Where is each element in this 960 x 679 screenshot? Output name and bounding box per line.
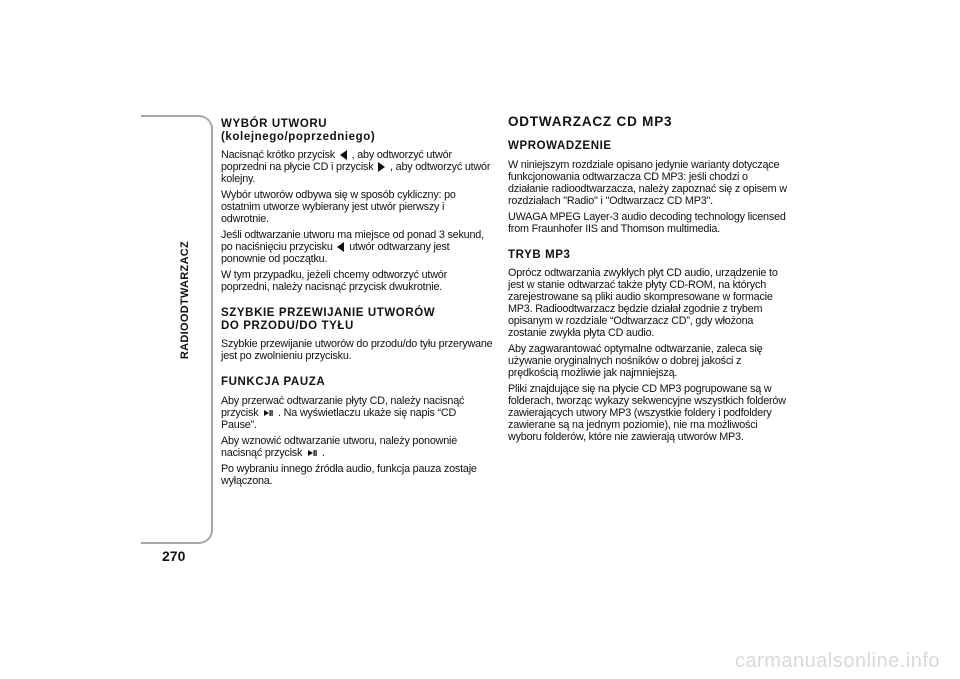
paragraph: W tym przypadku, jeżeli chcemy odtworzyć utwór poprzedni, należy nacisnąć przycisk dwukrotnie. [221, 269, 448, 293]
heading-pause: FUNKCJA PAUZA [221, 376, 326, 388]
heading-introduction: WPROWADZENIE [508, 140, 612, 152]
paragraph: Po wybraniu innego źródła audio, funkcja pauza zostaje wyłączona. [221, 462, 477, 487]
paragraph: Szybkie przewijanie utworów do przodu/do tyłu przerywane jest po zwolnieniu przycisku. [221, 338, 493, 362]
page-number: 270 [162, 548, 186, 564]
next-track-icon [378, 162, 385, 172]
prev-track-icon [337, 242, 344, 252]
left-column [221, 118, 493, 491]
watermark: carmanualsonline.info [734, 650, 940, 672]
paragraph: W niniejszym rozdziale opisano jedynie warianty dotyczące funkcjonowania odtwarzacza CD MP3: jeśli chodzi o działanie radioodtwarzacza, należy zapoznać się z opisem w rozdziałach "Radio" i "Odtwarzacz CD MP3". [508, 158, 787, 207]
heading-track-selection: WYBÓR UTWORU (kolejnego/poprzedniego) [221, 118, 376, 143]
section-label: RADIOODTWARZACZ [179, 240, 191, 360]
right-column [508, 114, 788, 447]
paragraph: Nacisnąć krótko przycisk , aby odtworzyć utwór poprzedni na płycie CD i przycisk , aby odtworzyć utwór kolejny. [221, 149, 491, 185]
pause-button-icon [307, 448, 317, 458]
page-side-frame [141, 115, 213, 544]
paragraph: Aby przerwać odtwarzanie płyty CD, należy nacisnąć przycisk . Na wyświetlaczu ukaże się napis “CD Pause”. [221, 394, 465, 431]
heading-fast-forward: SZYBKIE PRZEWIJANIE UTWORÓW DO PRZODU/DO TYŁU [221, 307, 436, 332]
paragraph: Jeśli odtwarzanie utworu ma miejsce od ponad 3 sekund, po naciśnięciu przycisku utwór odtwarzany jest ponownie od początku. [221, 229, 484, 265]
paragraph: Wybór utworów odbywa się w sposób cykliczny: po ostatnim utworze wybierany jest utwór pierwszy i odwrotnie. [221, 189, 456, 225]
section-title: ODTWARZACZ CD MP3 [508, 114, 673, 129]
heading-mp3-mode: TRYB MP3 [508, 248, 571, 261]
paragraph: Aby zagwarantować optymalne odtwarzanie, zaleca się używanie oryginalnych nośników o dobrej jakości z prędkością możliwie jak najmniejszą. [508, 343, 763, 379]
paragraph: Aby wznowić odtwarzanie utworu, należy ponownie nacisnąć przycisk . [221, 434, 458, 459]
paragraph: UWAGA MPEG Layer-3 audio decoding technology licensed from Fraunhofer IIS and Thomson multimedia. [508, 210, 786, 235]
paragraph: Pliki znajdujące się na płycie CD MP3 pogrupowane są w folderach, tworząc wykazy sekwencyjne wszystkich folderów zawierających utwory MP3 (wszystkie foldery i podfoldery zawierane są na jednym poziomie), nie ma możliwości wyboru folderów, które nie zawierają utworów MP3. [508, 383, 786, 443]
paragraph: Oprócz odtwarzania zwykłych płyt CD audio, urządzenie to jest w stanie odtwarzać także płyty CD-ROM, na których zarejestrowane są pliki audio skompresowane w formacie MP3. Radioodtwarzacz będzie działał zgodnie z trybem opisanym w rozdziale “Odtwarzacz CD”, gdy włożona zostanie zwykła płyta CD audio. [508, 267, 778, 339]
pause-button-icon [263, 408, 273, 418]
prev-track-icon [340, 150, 347, 160]
